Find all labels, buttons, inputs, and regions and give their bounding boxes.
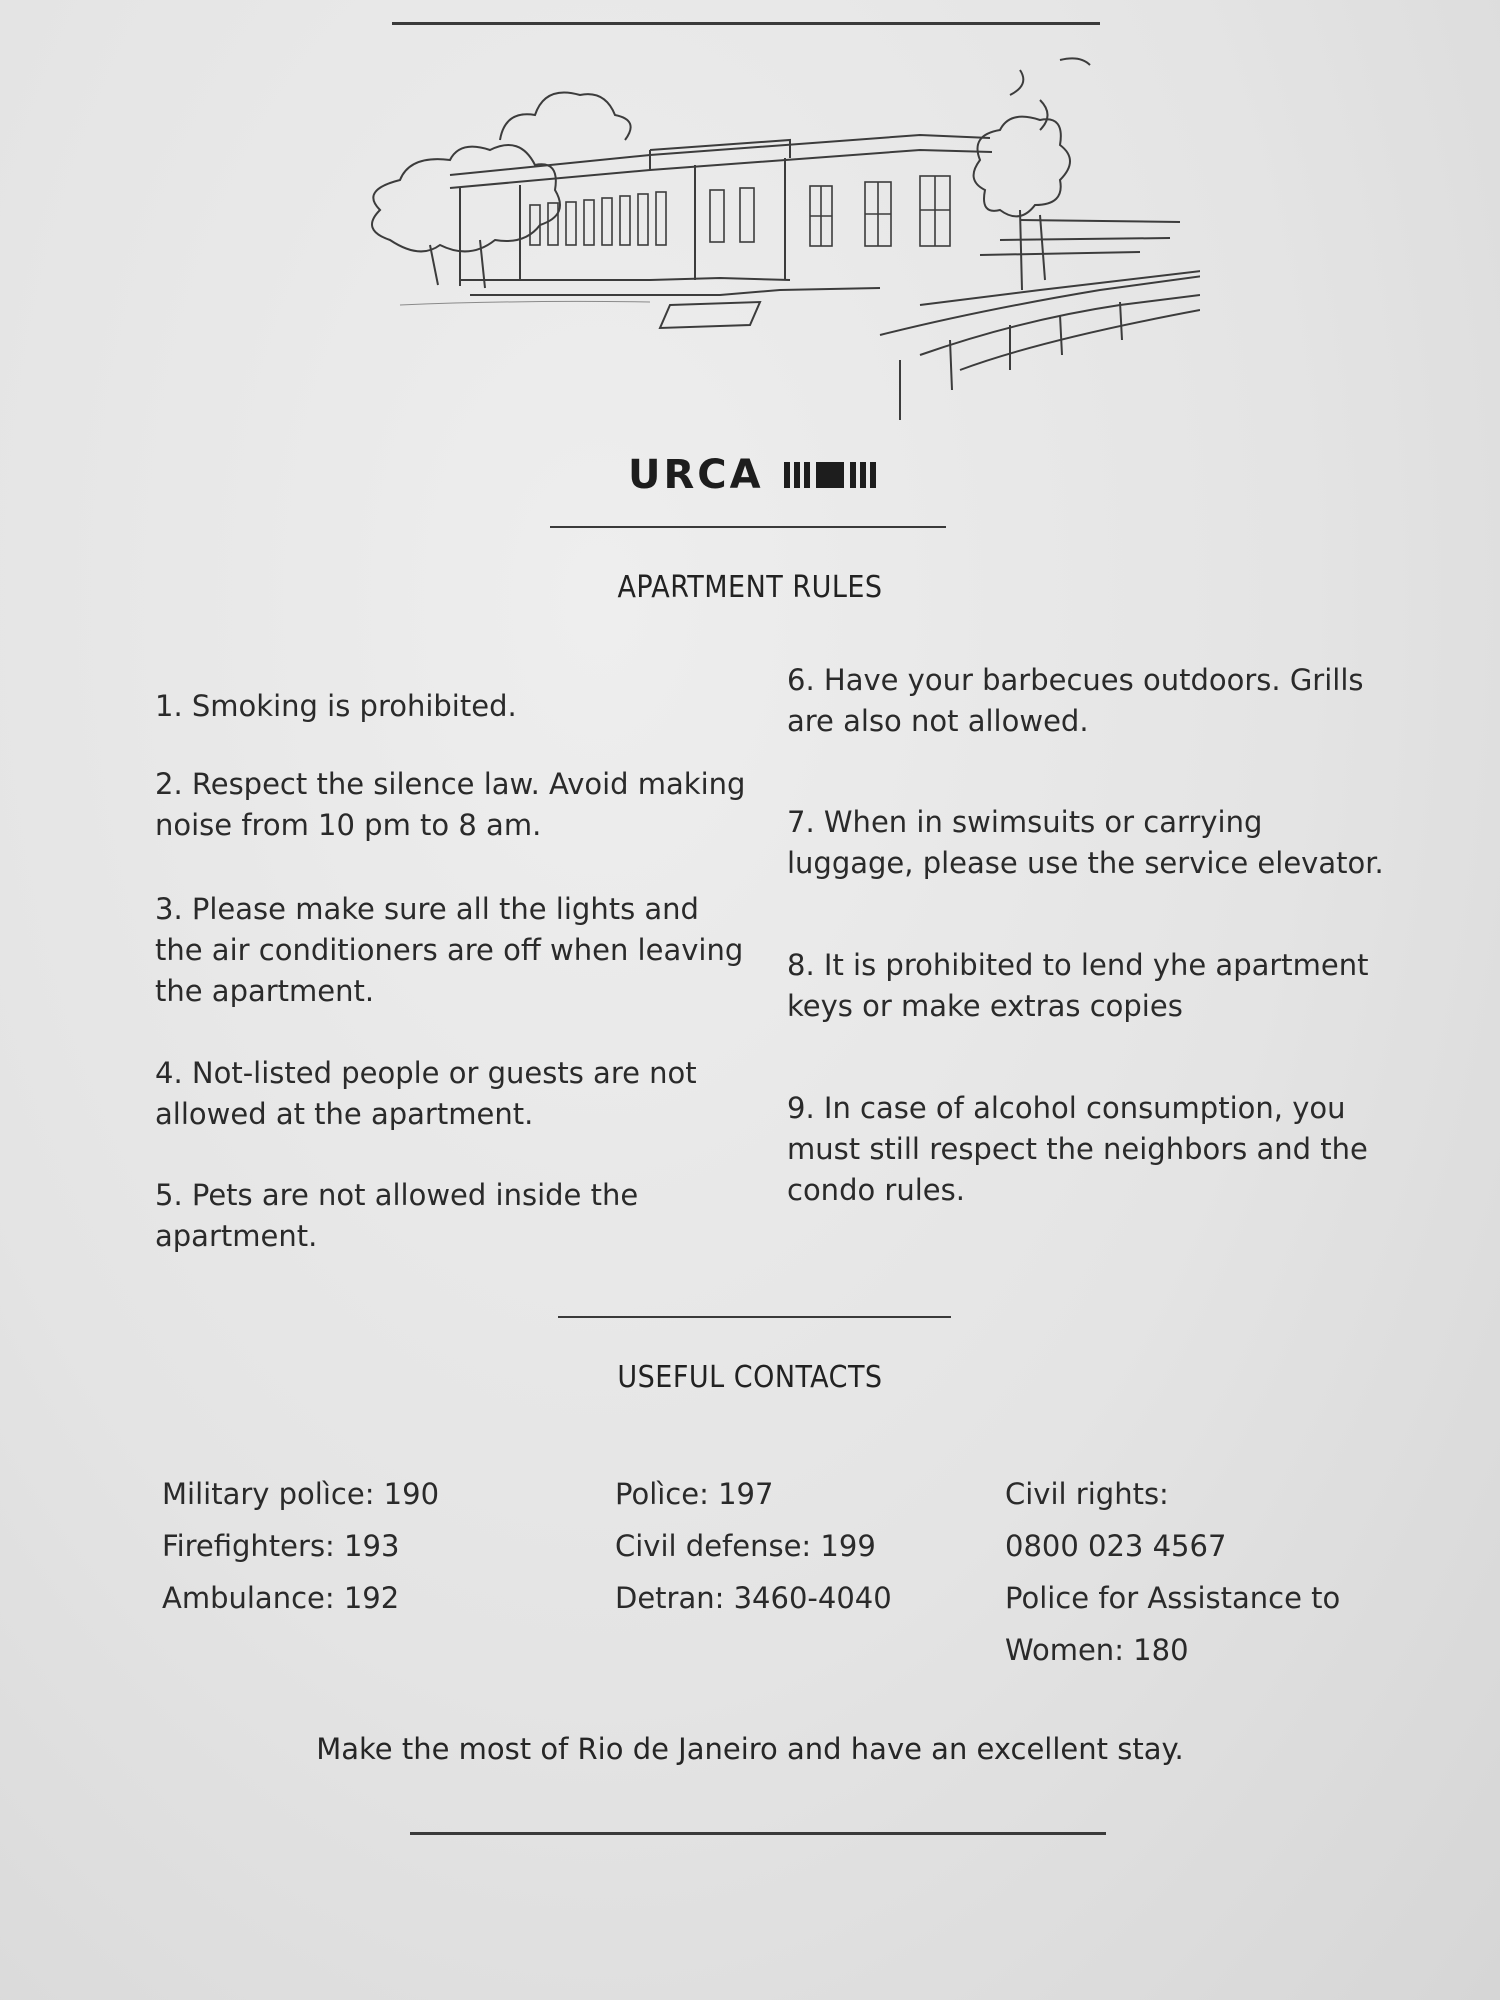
- rule-item-3: 3. Please make sure all the lights and the air conditioners are off when leaving the apartment.: [155, 892, 744, 1008]
- contact-civil-defense: Civil defense: 199: [615, 1529, 876, 1563]
- brand-logo: [628, 452, 884, 498]
- contacts-column-rights: [1005, 1468, 1340, 1676]
- rule-item-2: 2. Respect the silence law. Avoid making noise from 10 pm to 8 am.: [155, 767, 746, 842]
- rules-title: APARTMENT RULES: [617, 570, 883, 605]
- logo-divider: [550, 526, 946, 528]
- building-facade-bars-icon: [784, 460, 884, 490]
- contact-ambulance: Ambulance: 192: [162, 1581, 400, 1615]
- building-sketch-illustration: [320, 40, 1200, 440]
- contacts-column-emergency: [162, 1468, 439, 1624]
- rule-item-6: 6. Have your barbecues outdoors. Grills are also not allowed.: [787, 663, 1364, 738]
- rule-item-7: 7. When in swimsuits or carrying luggage, please use the service elevator.: [787, 805, 1384, 880]
- contacts-title: USEFUL CONTACTS: [617, 1360, 883, 1395]
- rule-item-8: 8. It is prohibited to lend yhe apartment keys or make extras copies: [787, 948, 1369, 1023]
- contact-police: Polìce: 197: [615, 1477, 774, 1511]
- contact-women-assistance-label: Police for Assistance to: [1005, 1581, 1341, 1615]
- top-divider: [392, 22, 1100, 25]
- contact-firefighters: Firefighters: 193: [162, 1529, 400, 1563]
- rule-item-4: 4. Not-listed people or guests are not allowed at the apartment.: [155, 1056, 697, 1131]
- contact-civil-rights-label: Civil rights:: [1005, 1477, 1169, 1511]
- contact-women-assistance-number: Women: 180: [1005, 1633, 1189, 1667]
- contact-military-police: Military polìce: 190: [162, 1477, 440, 1511]
- contact-civil-rights-number: 0800 023 4567: [1005, 1529, 1227, 1563]
- rule-item-5: 5. Pets are not allowed inside the apartment.: [155, 1178, 639, 1253]
- bottom-divider: [410, 1832, 1106, 1835]
- rule-item-1: 1. Smoking is prohibited.: [155, 689, 517, 723]
- contact-detran: Detran: 3460-4040: [615, 1581, 892, 1615]
- contacts-divider: [558, 1316, 951, 1318]
- brand-name: URCA: [628, 452, 764, 498]
- rule-item-9: 9. In case of alcohol consumption, you must still respect the neighbors and the condo rules.: [787, 1091, 1368, 1207]
- contacts-column-services: [615, 1468, 892, 1624]
- closing-message: Make the most of Rio de Janeiro and have an excellent stay.: [316, 1732, 1184, 1766]
